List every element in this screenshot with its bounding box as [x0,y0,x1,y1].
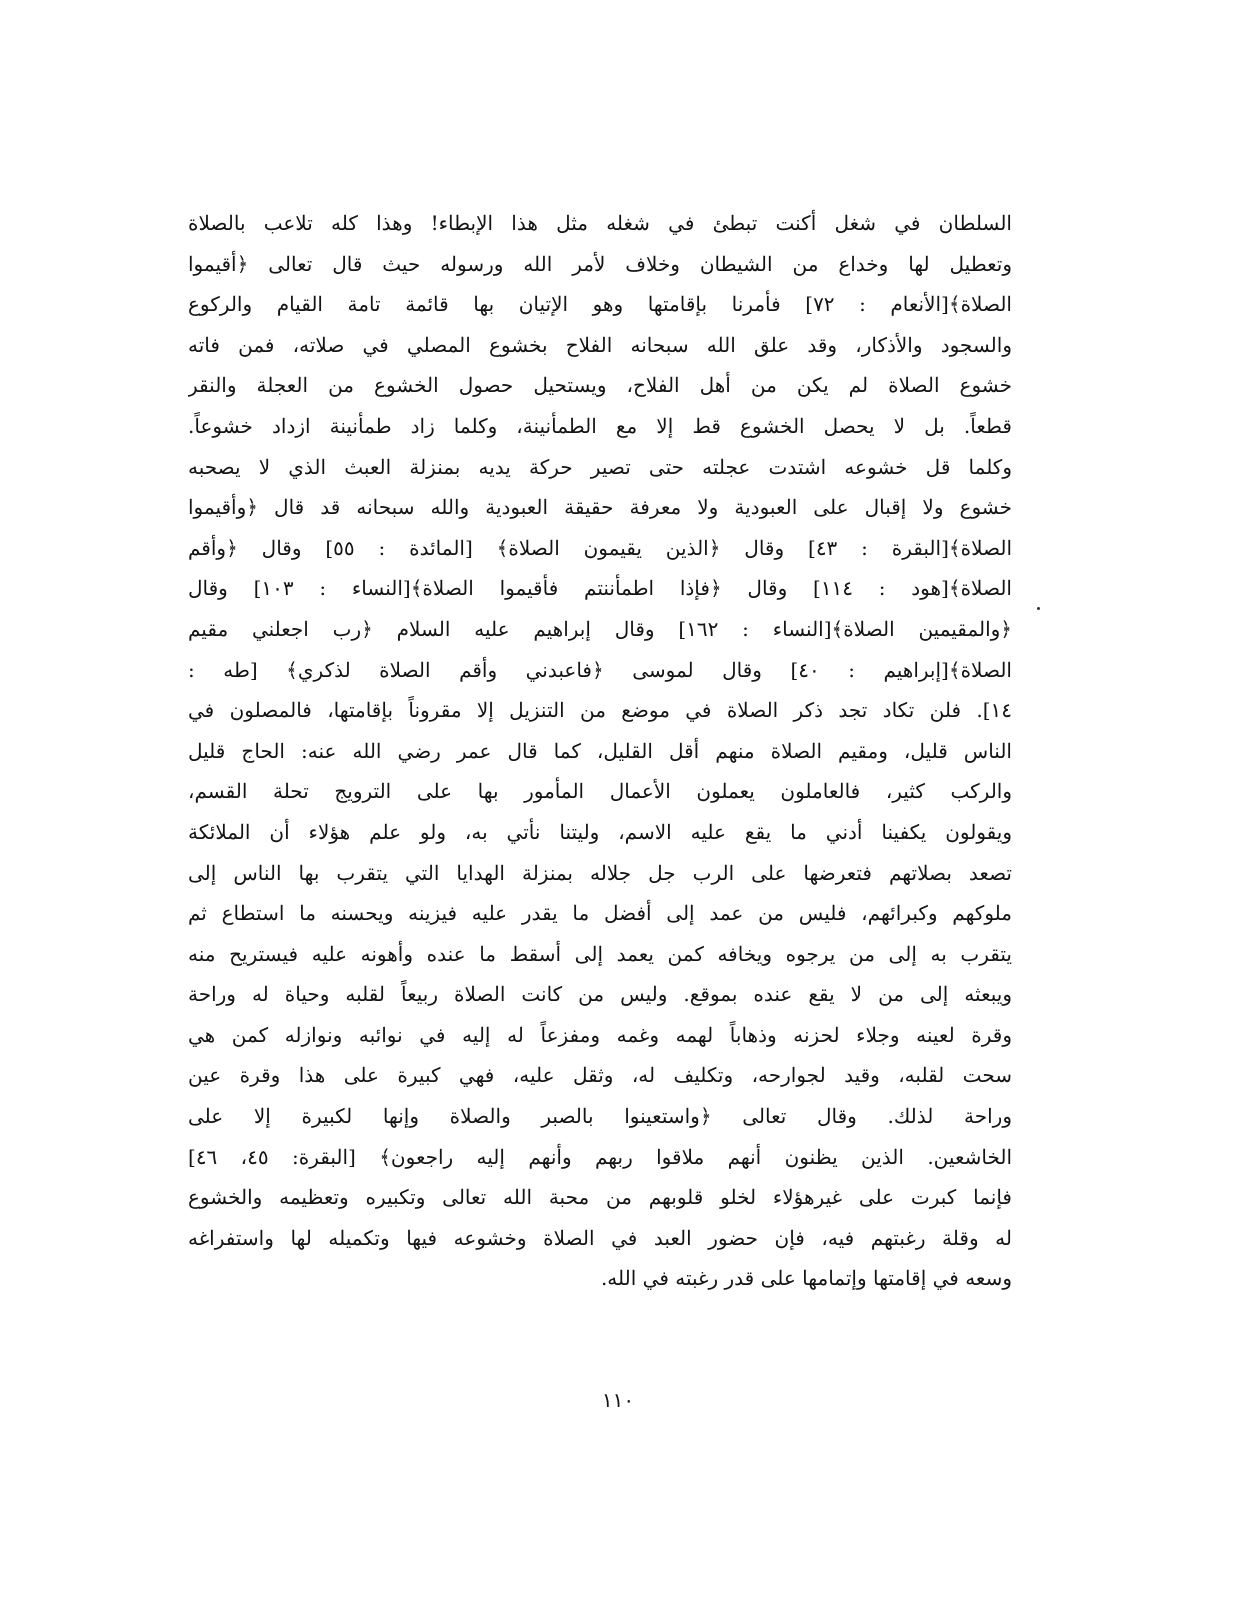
text-line: وسعه في إقامتها وإتمامها على قدر رغبته في الله. [600,1266,1012,1291]
text-line: خشوع الصلاة لم يكن من أهل الفلاح، ويستحيل حصول الخشوع من العجلة والنقر [188,373,1012,398]
text-line: وكلما قل خشوعه اشتدت عجلته حتى تصير حركة يديه بمنزلة العبث الذي لا يصحبه [188,454,1012,479]
body-text [188,203,1012,1299]
text-line: الناس قليل، ومقيم الصلاة منهم أقل القليل، كما قال عمر رضي الله عنه: الحاج قليل [188,738,1012,763]
text-line: ويبعثه إلى من لا يقع عنده بموقع. وليس من كانت الصلاة ربيعاً لقلبه وحياة له وراحة [188,982,1012,1007]
text-line: فإنما كبرت على غيرهؤلاء لخلو قلوبهم من محبة الله تعالى وتكبيره وتعظيمه والخشوع [188,1185,1012,1210]
text-line: قطعاً. بل لا يحصل الخشوع قط إلا مع الطمأنينة، وكلما زاد طمأنينة ازداد خشوعاً. [188,413,1012,438]
text-line: خشوع ولا إقبال على العبودية ولا معرفة حقيقة العبودية والله سبحانه قد قال ﴿وأقيموا [188,495,1012,520]
text-line: له وقلة رغبتهم فيه، فإن حضور العبد في الصلاة وخشوعه فيها وتكميله لها واستفراغه [188,1225,1012,1250]
text-line: الخاشعين. الذين يظنون أنهم ملاقوا ربهم وأنهم إليه راجعون﴾ [البقرة: ٤٥، ٤٦] [188,1144,1012,1169]
scan-speck [1037,607,1040,610]
text-line: السلطان في شغل أكنت تبطئ في شغله مثل هذا الإبطاء! وهذا كله تلاعب بالصلاة [188,211,1012,235]
text-line: سحت لقلبه، وقيد لجوارحه، وتكليف له، وثقل عليه، فهي كبيرة على هذا وقرة عين [188,1063,1012,1088]
text-line: ملوكهم وكبرائهم، فليس من عمد إلى أفضل ما يقدر عليه فيزينه ويحسنه ما استطاع ثم [188,901,1012,926]
text-line: تصعد بصلاتهم فتعرضها على الرب جل جلاله بمنزلة الهدايا التي يتقرب بها الناس إلى [188,860,1012,885]
text-line: والسجود والأذكار، وقد علق الله سبحانه الفلاح بخشوع المصلي في صلاته، فمن فاته [188,332,1012,357]
page-number: ١١٠ [601,1388,635,1412]
text-line: وتعطيل لها وخداع من الشيطان وخلاف لأمر الله ورسوله حيث قال تعالى ﴿أقيموا [188,251,1012,276]
text-line: وقرة لعينه وجلاء لحزنه وذهاباً لهمه وغمه ومفزعاً له إليه في نوائبه ونوازله كمن هي [188,1022,1012,1047]
text-line: الصلاة﴾[إبراهيم : ٤٠] وقال لموسى ﴿فاعبدني وأقم الصلاة لذكري﴾ [طه : [188,657,1012,682]
text-line: الصلاة﴾[البقرة : ٤٣] وقال ﴿الذين يقيمون الصلاة﴾ [المائدة : ٥٥] وقال ﴿وأقم [188,535,1012,560]
text-line: الصلاة﴾[هود : ١١٤] وقال ﴿فإذا اطمأننتم فأقيموا الصلاة﴾[النساء : ١٠٣] وقال [188,576,1012,601]
text-line: يتقرب به إلى من يرجوه ويخافه كمن يعمد إلى أسقط ما عنده وأهونه عليه فيستريح منه [188,941,1012,966]
text-line: ويقولون يكفينا أدني ما يقع عليه الاسم، وليتنا نأتي به، ولو علم هؤلاء أن الملائكة [188,819,1012,844]
text-line: الصلاة﴾[الأنعام : ٧٢] فأمرنا بإقامتها وهو الإتيان بها قائمة تامة القيام والركوع [188,292,1012,317]
text-line: ﴿والمقيمين الصلاة﴾[النساء : ١٦٢] وقال إبراهيم عليه السلام ﴿رب اجعلني مقيم [188,616,1012,641]
text-line: ١٤]. فلن تكاد تجد ذكر الصلاة في موضع من التنزيل إلا مقروناً بإقامتها، فالمصلون في [188,698,1012,723]
text-line: وراحة لذلك. وقال تعالى ﴿واستعينوا بالصبر والصلاة وإنها لكبيرة إلا على [188,1104,1012,1129]
text-line: والركب كثير، فالعاملون يعملون الأعمال المأمور بها على الترويج تحلة القسم، [188,779,1012,804]
